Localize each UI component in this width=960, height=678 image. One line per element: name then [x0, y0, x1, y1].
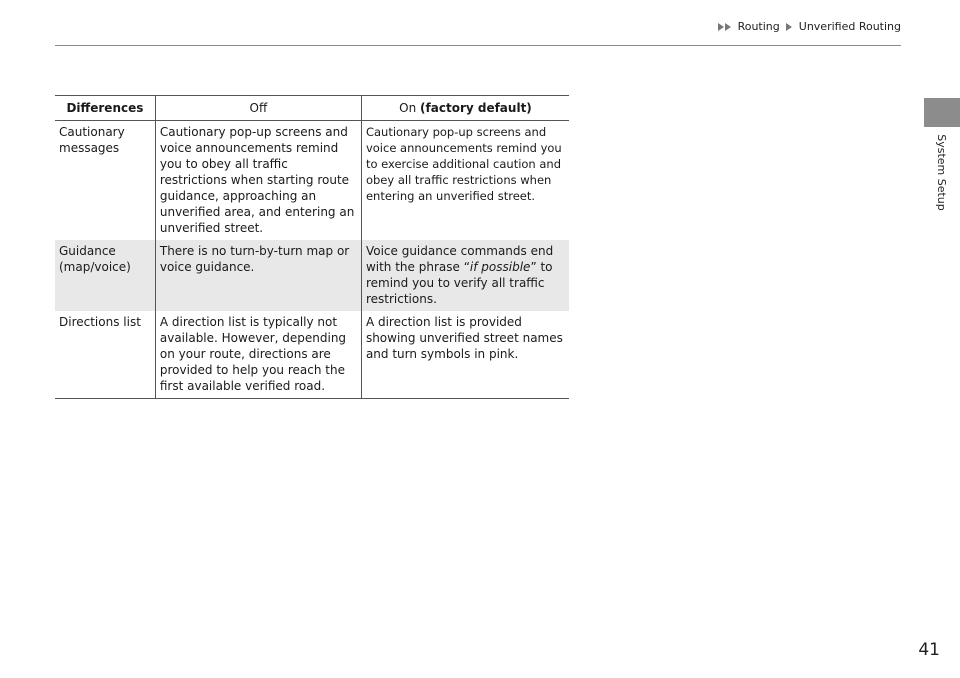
table-row-cautionary-messages — [55, 121, 569, 241]
breadcrumb — [718, 20, 901, 33]
table-row-guidance — [55, 240, 569, 311]
table-row-directions-list — [55, 311, 569, 399]
italic-phrase: if possible — [469, 260, 531, 274]
differences-table — [55, 95, 569, 399]
table-header-row — [55, 96, 569, 121]
breadcrumb-arrow-icon — [718, 23, 724, 31]
header-differences: Differences — [55, 96, 155, 121]
section-tab-label: System Setup — [934, 133, 948, 211]
breadcrumb-item-unverified-routing[interactable]: Unverified Routing — [798, 20, 901, 33]
page-number: 41 — [918, 640, 940, 660]
cell-off: A direction list is typically not available. However, depending on your route, directions are provided to help you reach the first available verified road. — [155, 311, 361, 399]
row-label: Directions list — [55, 311, 155, 399]
breadcrumb-arrow-icon — [725, 23, 731, 31]
cell-off: There is no turn-by-turn map or voice guidance. — [155, 240, 361, 311]
breadcrumb-item-routing[interactable]: Routing — [737, 20, 780, 33]
section-tab-marker — [924, 98, 960, 127]
row-label: Guidance (map/voice) — [55, 240, 155, 311]
breadcrumb-arrow-icon — [786, 23, 792, 31]
header-off: Off — [155, 96, 361, 121]
cell-on: Cautionary pop-up screens and voice announcements remind you to exercise additional caution and obey all traffic restrictions when entering an unverified street. — [365, 125, 562, 203]
cell-off: Cautionary pop-up screens and voice announcements remind you to obey all traffic restrictions when starting route guidance, approaching an unverified area, and entering an unverified street. — [155, 121, 361, 241]
header-on: On (factory default) — [361, 96, 569, 121]
cell-on: Voice guidance commands end with the phrase “if possible” to remind you to verify all traffic restrictions. — [361, 240, 569, 311]
row-label: Cautionary messages — [55, 121, 155, 241]
header-divider — [55, 45, 901, 46]
cell-on: A direction list is provided showing unverified street names and turn symbols in pink. — [361, 311, 569, 399]
